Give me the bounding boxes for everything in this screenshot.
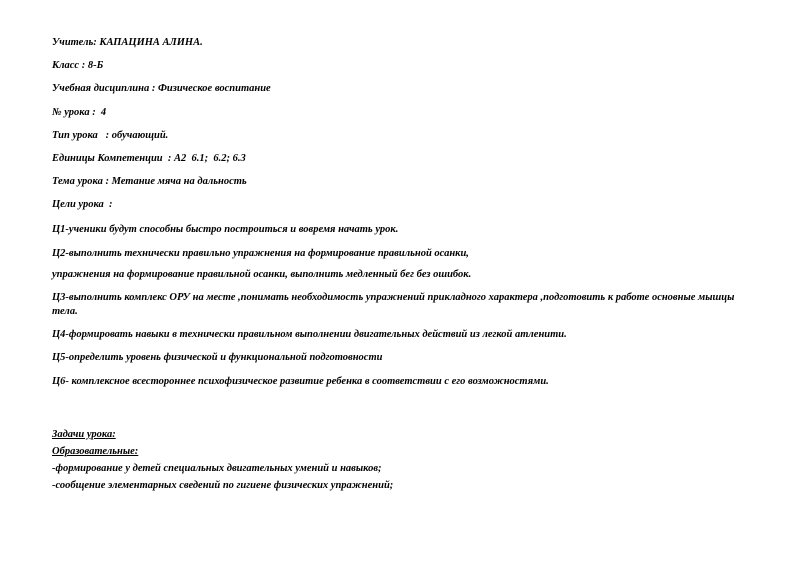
- teacher-line: Учитель: КАПАЦИНА АЛИНА.: [52, 37, 203, 48]
- document-body: [52, 36, 752, 496]
- goal-2-continuation: упражнения на формирование правильной осанки, выполнить медленный бег без ошибок.: [52, 268, 472, 280]
- tasks-section: [52, 428, 752, 494]
- goal-5-line: Ц5-определить уровень физической и функциональной подготовности: [52, 352, 383, 364]
- subject-line: Учебная дисциплина : Физическое воспитание: [52, 83, 271, 95]
- lesson-topic-line: Тема урока : Метание мяча на дальность: [52, 176, 247, 188]
- lesson-goals-title: Цели урока :: [52, 199, 113, 211]
- educational-tasks-title: Образовательные:: [52, 445, 139, 457]
- goal-2-block: [52, 247, 752, 282]
- tasks-title: Задачи урока:: [52, 428, 116, 440]
- goal-3-line: Ц3-выполнить комплекс ОРУ на месте ,понимать необходимость упражнений прикладного характера ,подготовить к работе основные мышцы тела.: [52, 291, 737, 318]
- lesson-type-line: Тип урока : обучающий.: [52, 129, 169, 141]
- class-line: Класс : 8-Б: [52, 60, 104, 72]
- section-spacer: [52, 398, 752, 428]
- educational-task-item: -сообщение элементарных сведений по гигиене физических упражнений;: [52, 480, 394, 492]
- competence-units-line: Единицы Компетенции : А2 6.1; 6.2; 6.3: [52, 152, 246, 164]
- goal-6-line: Ц6- комплексное всестороннее психофизическое развитие ребенка в соответствии с его возможностями.: [52, 375, 549, 387]
- goal-4-line: Ц4-формировать навыки в технически правильном выполнении двигательных действий из легкой атленити.: [52, 329, 567, 341]
- educational-task-item: -формирование у детей специальных двигательных умений и навыков;: [52, 463, 382, 475]
- goal-1-line: Ц1-ученики будут способны быстро построиться и вовремя начать урок.: [52, 224, 399, 236]
- lesson-number-line: № урока : 4: [52, 106, 107, 118]
- goal-2-line: Ц2-выполнить технически правильно упражнения на формирование правильной осанки,: [52, 247, 469, 259]
